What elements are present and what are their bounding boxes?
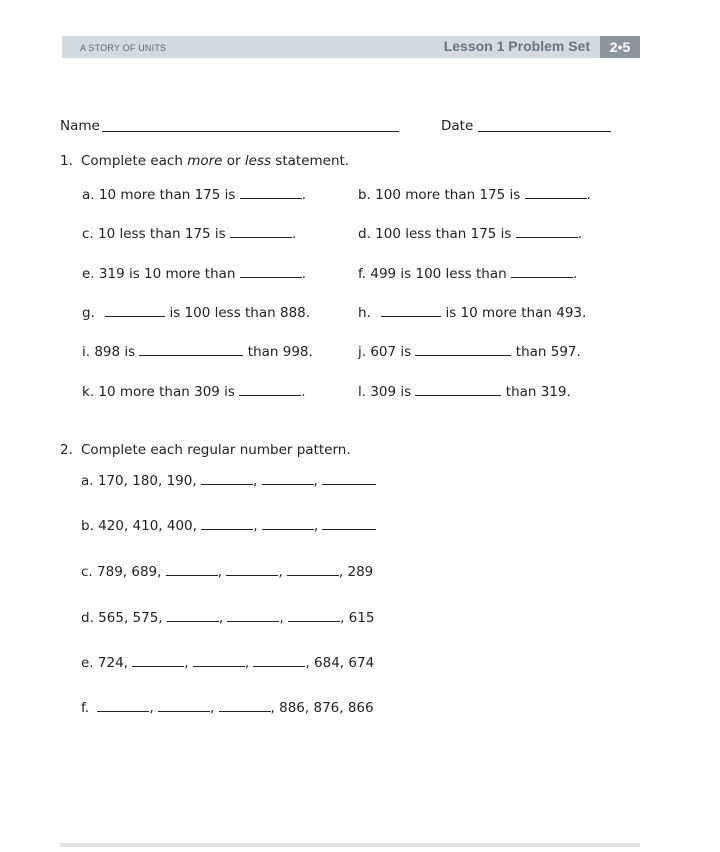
answer-blank[interactable] [201, 472, 253, 485]
q1-item-h: h. is 10 more than 493. [358, 305, 587, 321]
answer-blank[interactable] [166, 563, 218, 576]
answer-blank[interactable] [288, 609, 340, 622]
answer-blank[interactable] [240, 186, 302, 199]
answer-blank[interactable] [262, 517, 314, 530]
q1-item-f: f. 499 is 100 less than . [358, 266, 578, 282]
date-label: Date [441, 118, 474, 134]
lesson-title: Lesson 1 Problem Set [443, 38, 590, 54]
answer-blank[interactable] [525, 186, 587, 199]
answer-blank[interactable] [511, 265, 573, 278]
answer-blank[interactable] [322, 517, 376, 530]
q1-item-k: k. 10 more than 309 is . [82, 384, 306, 400]
answer-blank[interactable] [219, 699, 271, 712]
answer-blank[interactable] [158, 699, 210, 712]
date-field[interactable] [478, 131, 611, 132]
q1-number: 1. [60, 153, 73, 169]
name-field[interactable] [102, 131, 399, 132]
q2-item-e: e. 724, , , , 684, 674 [81, 655, 375, 671]
answer-blank[interactable] [201, 517, 253, 530]
answer-blank[interactable] [287, 563, 339, 576]
answer-blank[interactable] [415, 383, 501, 396]
grade-badge: 2•5 [600, 36, 640, 58]
q1-item-e: e. 319 is 10 more than . [82, 266, 307, 282]
answer-blank[interactable] [230, 225, 292, 238]
answer-blank[interactable] [132, 654, 184, 667]
answer-blank[interactable] [240, 265, 302, 278]
answer-blank[interactable] [227, 609, 279, 622]
answer-blank[interactable] [381, 304, 441, 317]
answer-blank[interactable] [516, 225, 578, 238]
footer-bar [60, 843, 640, 847]
q2-item-c: c. 789, 689, , , , 289 [81, 564, 374, 580]
q1-prompt: Complete each more or less statement. [81, 153, 350, 169]
answer-blank[interactable] [239, 383, 301, 396]
q2-item-a: a. 170, 180, 190, , , [81, 472, 376, 489]
q1-item-j: j. 607 is than 597. [358, 344, 581, 360]
q2-prompt: Complete each regular number pattern. [81, 442, 351, 458]
q1-item-l: l. 309 is than 319. [358, 384, 571, 400]
q2-item-b: b. 420, 410, 400, , , [81, 517, 376, 534]
q2-item-d: d. 565, 575, , , , 615 [81, 610, 375, 626]
answer-blank[interactable] [262, 472, 314, 485]
answer-blank[interactable] [253, 654, 305, 667]
answer-blank[interactable] [97, 699, 149, 712]
answer-blank[interactable] [193, 654, 245, 667]
answer-blank[interactable] [226, 563, 278, 576]
answer-blank[interactable] [167, 609, 219, 622]
q2-item-f: f. , , , 886, 876, 866 [81, 700, 374, 716]
q1-item-i: i. 898 is than 998. [82, 344, 313, 360]
answer-blank[interactable] [139, 343, 243, 356]
name-label: Name [60, 118, 100, 134]
q2-number: 2. [60, 442, 73, 458]
answer-blank[interactable] [322, 472, 376, 485]
q1-item-a: a. 10 more than 175 is . [82, 187, 307, 203]
series-title: A STORY OF UNITS [80, 43, 167, 53]
q1-item-d: d. 100 less than 175 is . [358, 226, 583, 242]
answer-blank[interactable] [415, 343, 511, 356]
q1-item-c: c. 10 less than 175 is . [82, 226, 297, 242]
q1-item-b: b. 100 more than 175 is . [358, 187, 591, 203]
answer-blank[interactable] [105, 304, 165, 317]
q1-item-g: g. is 100 less than 888. [82, 305, 311, 321]
